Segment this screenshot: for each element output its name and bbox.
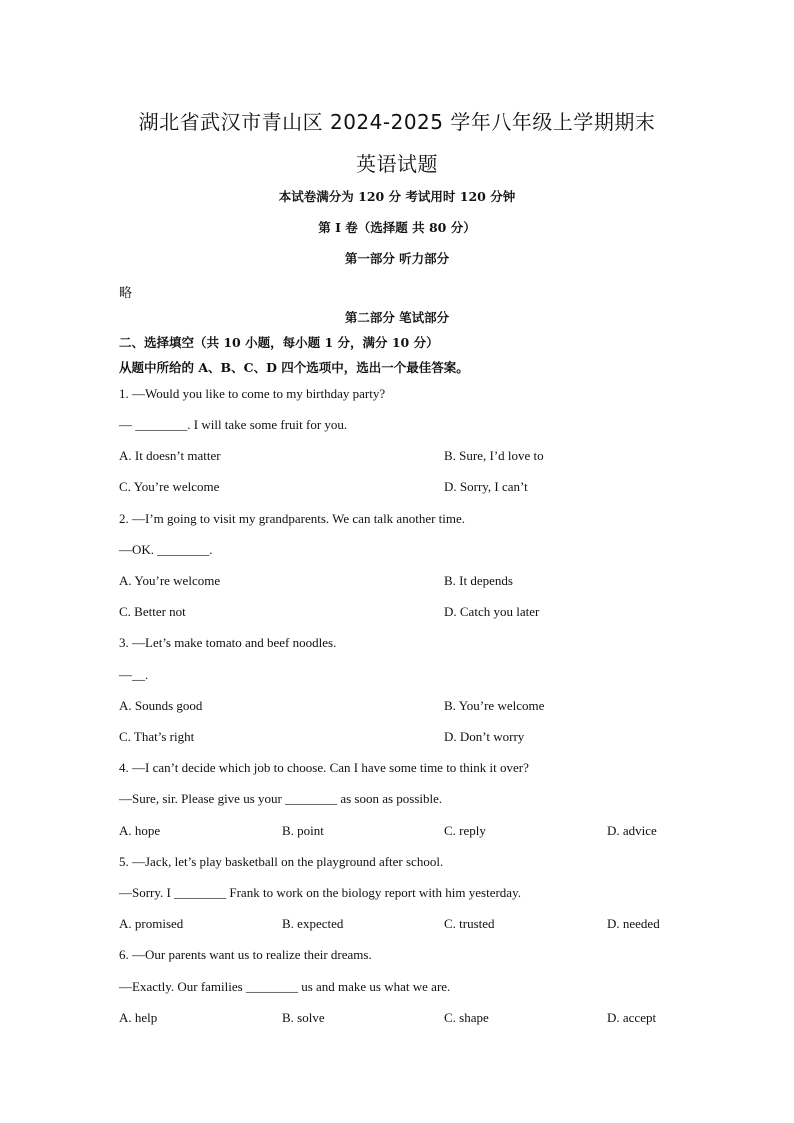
section-title: 二、选择填空（共 10 小题，每小题 1 分，满分 10 分）	[119, 335, 439, 350]
question-prompt: 4. —I can’t decide which job to choose. Can I have some time to think it over?	[119, 760, 529, 775]
option-c: C. Better not	[119, 604, 186, 619]
part1-heading: 第一部分 听力部分	[344, 251, 450, 266]
section-instruction: 从题中所给的 A、B、C、D 四个选项中，选出一个最佳答案。	[119, 360, 469, 375]
option-a: A. hope	[119, 823, 161, 838]
question-reply: —__.	[119, 667, 149, 682]
question-prompt: 3. —Let’s make tomato and beef noodles.	[119, 635, 337, 650]
omitted-note: 略	[119, 286, 133, 301]
option-d: D. Don’t worry	[444, 729, 525, 744]
question-reply: —Sorry. I ________ Frank to work on the biology report with him yesterday.	[119, 885, 521, 900]
option-a: A. You’re welcome	[119, 573, 221, 588]
volume-heading: 第 I 卷（选择题 共 80 分）	[318, 220, 476, 235]
option-b: B. It depends	[444, 573, 513, 588]
question-prompt: 5. —Jack, let’s play basketball on the playground after school.	[119, 854, 444, 869]
question-prompt: 2. —I’m going to visit my grandparents. We can talk another time.	[119, 511, 466, 526]
exam-subject-title: 英语试题	[356, 152, 438, 176]
option-d: D. Sorry, I can’t	[444, 479, 528, 494]
option-a: A. promised	[119, 916, 184, 931]
option-d: D. needed	[607, 916, 660, 931]
question-reply: —Exactly. Our families ________ us and make us what we are.	[119, 979, 451, 994]
option-b: B. Sure, I’d love to	[444, 448, 544, 463]
question-prompt: 1. —Would you like to come to my birthday party?	[119, 386, 386, 401]
exam-title: 湖北省武汉市青山区 2024-2025 学年八年级上学期期末	[138, 110, 656, 134]
option-c: C. reply	[444, 823, 486, 838]
option-b: B. solve	[282, 1010, 325, 1025]
option-a: A. Sounds good	[119, 698, 203, 713]
option-d: D. accept	[607, 1010, 657, 1025]
question-reply: —OK. ________.	[119, 542, 213, 557]
question-reply: —Sure, sir. Please give us your ________ as soon as possible.	[119, 791, 443, 806]
option-c: C. trusted	[444, 916, 495, 931]
option-a: A. help	[119, 1010, 158, 1025]
option-d: D. Catch you later	[444, 604, 540, 619]
question-reply: — ________. I will take some fruit for you.	[119, 417, 348, 432]
option-c: C. You’re welcome	[119, 479, 220, 494]
question-prompt: 6. —Our parents want us to realize their dreams.	[119, 947, 372, 962]
part2-heading: 第二部分 笔试部分	[344, 310, 450, 325]
option-b: B. expected	[282, 916, 344, 931]
option-c: C. That’s right	[119, 729, 195, 744]
exam-info: 本试卷满分为 120 分 考试用时 120 分钟	[278, 189, 516, 204]
option-b: B. You’re welcome	[444, 698, 545, 713]
option-a: A. It doesn’t matter	[119, 448, 221, 463]
option-c: C. shape	[444, 1010, 489, 1025]
option-b: B. point	[282, 823, 324, 838]
option-d: D. advice	[607, 823, 657, 838]
